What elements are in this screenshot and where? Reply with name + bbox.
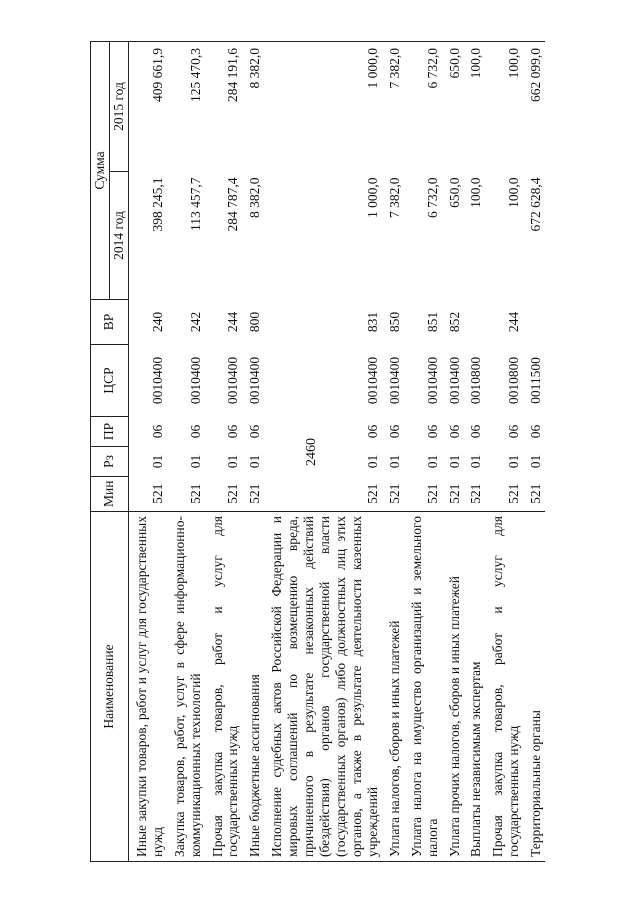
page-number: 2460 (304, 438, 319, 466)
row-csr: 0010400 (386, 356, 402, 405)
row-sum-2014: 650,0 (446, 177, 462, 208)
row-sum-2014: 398 245,1 (149, 177, 165, 232)
row-vr (523, 300, 545, 345)
row-rz: 01 (225, 454, 241, 469)
row-name: Закупка товаров, работ, услуг в сфере информационно-коммуникационных технологий (167, 512, 205, 862)
table-row (523, 41, 545, 861)
row-sum-2014: 100,0 (468, 177, 484, 208)
row-vr: 800 (247, 311, 263, 333)
row-sum-2015: 284 191,6 (205, 41, 243, 171)
row-rz: 01 (446, 454, 462, 469)
row-csr: 0010400 (247, 356, 263, 405)
row-rz: 01 (424, 454, 440, 469)
table-row (128, 41, 166, 861)
row-vr: 244 (225, 311, 241, 333)
table-row (382, 41, 404, 861)
row-name: Уплата налогов, сборов и иных платежей (382, 512, 404, 862)
header-vr: ВР (91, 300, 129, 345)
row-vr: 240 (149, 311, 165, 333)
row-csr: 0011500 (528, 357, 544, 404)
row-csr: 0010400 (364, 356, 380, 405)
row-sum-2014: 284 787,4 (225, 177, 241, 232)
row-vr: 831 (364, 311, 380, 333)
row-name: Выплаты независимым экспертам (463, 512, 485, 862)
row-vr: 244 (506, 311, 522, 333)
row-sum-2014: 100,0 (506, 177, 522, 208)
row-sum-2015: 1 000,0 (264, 41, 381, 171)
row-rz: 01 (187, 454, 203, 469)
row-sum-2015: 100,0 (485, 41, 523, 171)
row-min: 521 (528, 483, 544, 504)
row-name: Уплата налога на имущество организаций и земельного налога (404, 512, 442, 862)
row-min: 521 (149, 483, 165, 504)
row-pr: 06 (187, 424, 203, 439)
header-pr: ПР (91, 417, 129, 447)
row-csr: 0010400 (187, 356, 203, 405)
header-sum: Сумма (91, 41, 110, 299)
row-rz: 01 (386, 454, 402, 469)
row-csr: 0010400 (424, 356, 440, 405)
row-rz: 01 (528, 454, 544, 469)
header-name: Наименование (91, 512, 129, 862)
row-rz: 01 (364, 454, 380, 469)
row-sum-2015: 8 382,0 (242, 41, 264, 171)
row-min: 521 (386, 483, 402, 504)
row-vr: 242 (187, 311, 203, 333)
row-sum-2015: 125 470,3 (167, 41, 205, 171)
table-row (205, 41, 243, 861)
row-csr: 0010400 (149, 356, 165, 405)
table-row (442, 41, 464, 861)
rotated-table-container (90, 42, 550, 862)
row-name: Прочая закупка товаров, работ и услуг для государственных нужд (485, 512, 523, 862)
header-min: Мин (91, 477, 129, 512)
row-min: 521 (446, 483, 462, 504)
row-pr: 06 (446, 424, 462, 439)
row-name: Иные бюджетные ассигнования (242, 512, 264, 862)
row-sum-2015: 6 732,0 (404, 41, 442, 171)
row-pr: 06 (424, 424, 440, 439)
row-pr: 06 (149, 424, 165, 439)
table-header (91, 41, 129, 861)
header-year-2014: 2014 год (109, 172, 128, 300)
row-sum-2015: 100,0 (463, 41, 485, 171)
row-pr: 06 (528, 424, 544, 439)
row-name: Уплата прочих налогов, сборов и иных платежей (442, 512, 464, 862)
row-min: 521 (424, 483, 440, 504)
row-vr (463, 300, 485, 345)
row-sum-2015: 7 382,0 (382, 41, 404, 171)
row-min: 521 (468, 483, 484, 504)
row-min: 521 (364, 483, 380, 504)
row-sum-2014: 113 457,7 (187, 177, 203, 231)
row-vr: 852 (446, 311, 462, 333)
row-csr: 0010800 (468, 356, 484, 405)
header-year-2015: 2015 год (109, 41, 128, 171)
row-pr: 06 (247, 424, 263, 439)
row-sum-2014: 8 382,0 (247, 177, 263, 218)
row-name: Прочая закупка товаров, работ и услуг для государственных нужд (205, 512, 243, 862)
row-sum-2014: 6 732,0 (424, 177, 440, 218)
table-body (128, 41, 545, 861)
row-rz: 01 (468, 454, 484, 469)
table-row (242, 41, 264, 861)
header-csr: ЦСР (91, 345, 129, 417)
row-sum-2015: 409 661,9 (128, 41, 166, 171)
row-csr: 0010800 (506, 356, 522, 405)
row-name: Иные закупки товаров, работ и услуг для государственных нужд (128, 512, 166, 862)
row-min: 521 (225, 483, 241, 504)
row-rz: 01 (149, 454, 165, 469)
row-name: Территориальные органы (523, 512, 545, 862)
row-name: Исполнение судебных актов Российской Федерации и мировых соглашений по возмещению вреда, причиненного в результате незаконных действий (бездействия) органов государственной власти (государственных органов) либо должностных лиц этих органов, а также в результате деятельности казенных учреждений (264, 512, 381, 862)
row-sum-2014: 1 000,0 (364, 177, 380, 218)
table-row (463, 41, 485, 861)
row-vr: 850 (386, 311, 402, 333)
row-min: 521 (187, 483, 203, 504)
budget-table (90, 41, 545, 862)
row-rz: 01 (506, 454, 522, 469)
row-csr: 0010400 (225, 356, 241, 405)
row-min: 521 (247, 483, 263, 504)
row-sum-2014: 672 628,4 (528, 177, 544, 232)
table-row (404, 41, 442, 861)
row-sum-2015: 662 099,0 (523, 41, 545, 171)
row-sum-2015: 650,0 (442, 41, 464, 171)
row-pr: 06 (386, 424, 402, 439)
table-row (485, 41, 523, 861)
row-csr: 0010400 (446, 356, 462, 405)
table-row (167, 41, 205, 861)
row-rz: 01 (247, 454, 263, 469)
row-sum-2014: 7 382,0 (386, 177, 402, 218)
row-vr: 851 (424, 311, 440, 333)
row-pr: 06 (225, 424, 241, 439)
header-rz: Рз (91, 447, 129, 477)
row-pr: 06 (506, 424, 522, 439)
row-pr: 06 (364, 424, 380, 439)
row-pr: 06 (468, 424, 484, 439)
row-min: 521 (506, 483, 522, 504)
table-row (264, 41, 381, 861)
